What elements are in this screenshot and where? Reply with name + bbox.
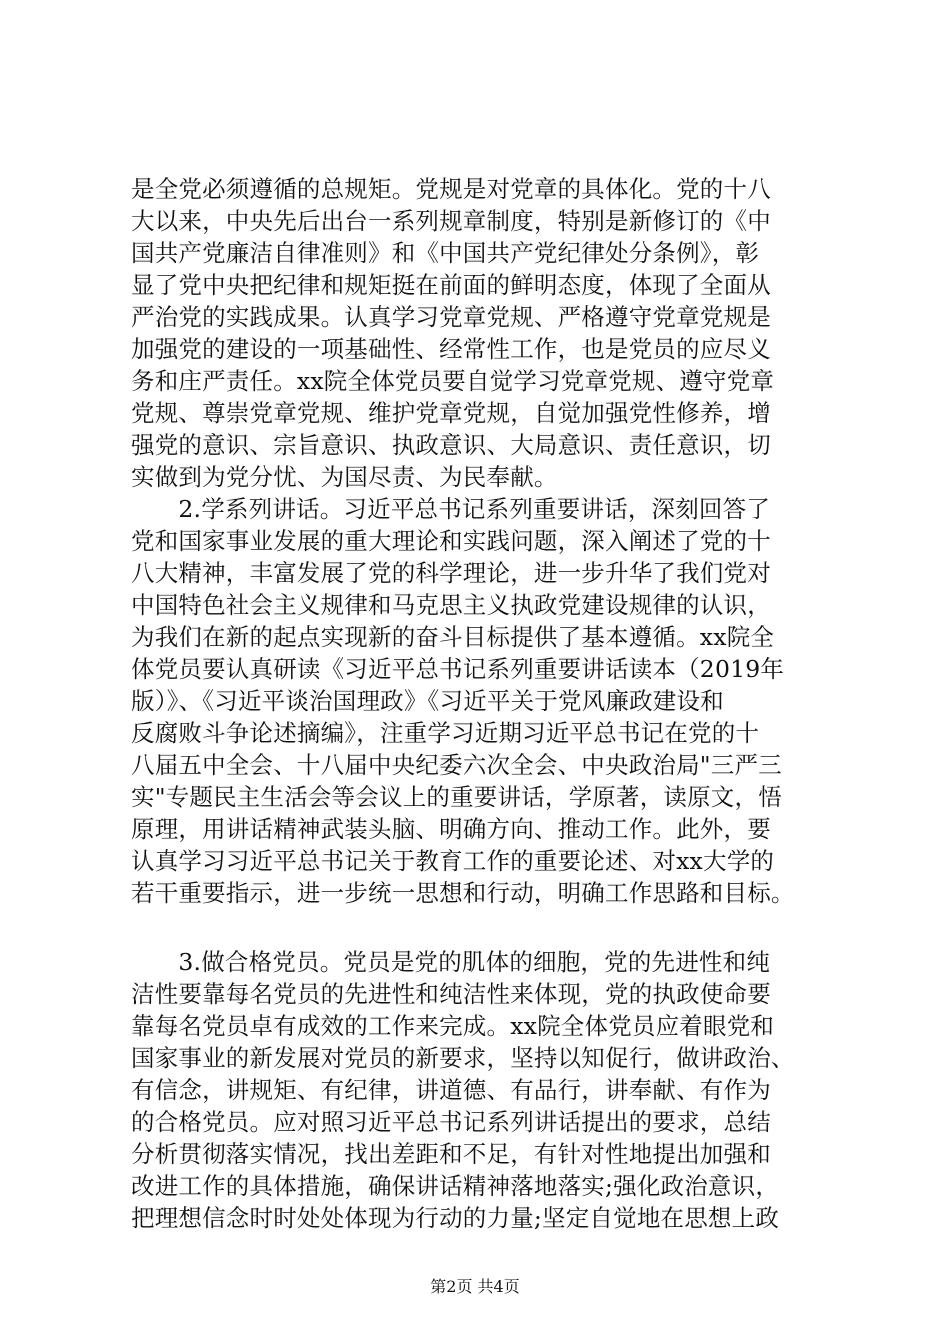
text-line: 强党的意识、宗旨意识、执政意识、大局意识、责任意识，切: [131, 431, 771, 459]
text-line: 有信念，讲规矩、有纪律，讲道德、有品行，讲奉献、有作为: [131, 1076, 771, 1104]
text-line: 实做到为党分忧、为国尽责、为民奉献。: [131, 463, 558, 491]
text-line: 体党员要认真研读《习近平总书记系列重要讲话读本（2019年: [131, 655, 785, 683]
text-line: 3.做合格党员。党员是党的肌体的细胞，党的先进性和纯: [131, 948, 771, 976]
text-line: 八届五中全会、十八届中央纪委六次全会、中央政治局"三严三: [131, 751, 782, 779]
text-line: 是全党必须遵循的总规矩。党规是对党章的具体化。党的十八: [131, 175, 771, 203]
text-line: 反腐败斗争论述摘编》，注重学习近期习近平总书记在党的十: [131, 719, 760, 747]
text-line: 八大精神，丰富发展了党的科学理论，进一步升华了我们党对: [131, 559, 771, 587]
text-line: 分析贯彻落实情况，找出差距和不足，有针对性地提出加强和: [131, 1140, 771, 1168]
text-line: 若干重要指示，进一步统一思想和行动，明确工作思路和目标。: [131, 879, 795, 907]
text-line: 务和庄严责任。xx院全体党员要自觉学习党章党规、遵守党章: [131, 367, 775, 395]
text-line: 党和国家事业发展的重大理论和实践问题，深入阐述了党的十: [131, 527, 771, 555]
text-line: 认真学习习近平总书记关于教育工作的重要论述、对xx大学的: [131, 847, 775, 875]
text-line: 党规、尊崇党章党规、维护党章党规，自觉加强党性修养，增: [131, 399, 771, 427]
text-line: 中国特色社会主义规律和马克思主义执政党建设规律的认识，: [131, 591, 771, 619]
text-line: 国共产党廉洁自律准则》和《中国共产党纪律处分条例》，彰: [131, 239, 760, 267]
paragraph-gap: [131, 909, 831, 946]
text-line: 原理，用讲话精神武装头脑、明确方向、推动工作。此外，要: [131, 815, 771, 843]
text-line: 严治党的实践成果。认真学习党章党规、严格遵守党章党规是: [131, 303, 771, 331]
text-line: 显了党中央把纪律和规矩挺在前面的鲜明态度，体现了全面从: [131, 271, 771, 299]
text-line: 把理想信念时时处处体现为行动的力量;坚定自觉地在思想上政: [131, 1204, 780, 1232]
text-line: 的合格党员。应对照习近平总书记系列讲话提出的要求，总结: [131, 1108, 771, 1136]
page-footer: [0, 1277, 950, 1297]
text-line: 改进工作的具体措施，确保讲话精神落地落实;强化政治意识，: [131, 1172, 780, 1200]
text-line: 大以来，中央先后出台一系列规章制度，特别是新修订的《中: [131, 207, 771, 235]
text-line: 加强党的建设的一项基础性、经常性工作，也是党员的应尽义: [131, 335, 771, 363]
text-line: 洁性要靠每名党员的先进性和纯洁性来体现，党的执政使命要: [131, 980, 771, 1008]
text-line: 实"专题民主生活会等会议上的重要讲话，学原著，读原文，悟: [131, 783, 782, 811]
text-line: 靠每名党员卓有成效的工作来完成。xx院全体党员应着眼党和: [131, 1012, 775, 1040]
text-line: 2.学系列讲话。习近平总书记系列重要讲话，深刻回答了: [131, 495, 771, 523]
text-line: 为我们在新的起点实现新的奋斗目标提供了基本遵循。xx院全: [131, 623, 775, 651]
page-number-label: 第2页 共4页: [430, 1277, 520, 1296]
text-line: 国家事业的新发展对党员的新要求，坚持以知促行，做讲政治、: [131, 1044, 795, 1072]
text-line: 版）》、《习近平谈治国理政》《习近平关于党风廉政建设和: [131, 687, 724, 715]
document-body: [131, 173, 831, 1234]
